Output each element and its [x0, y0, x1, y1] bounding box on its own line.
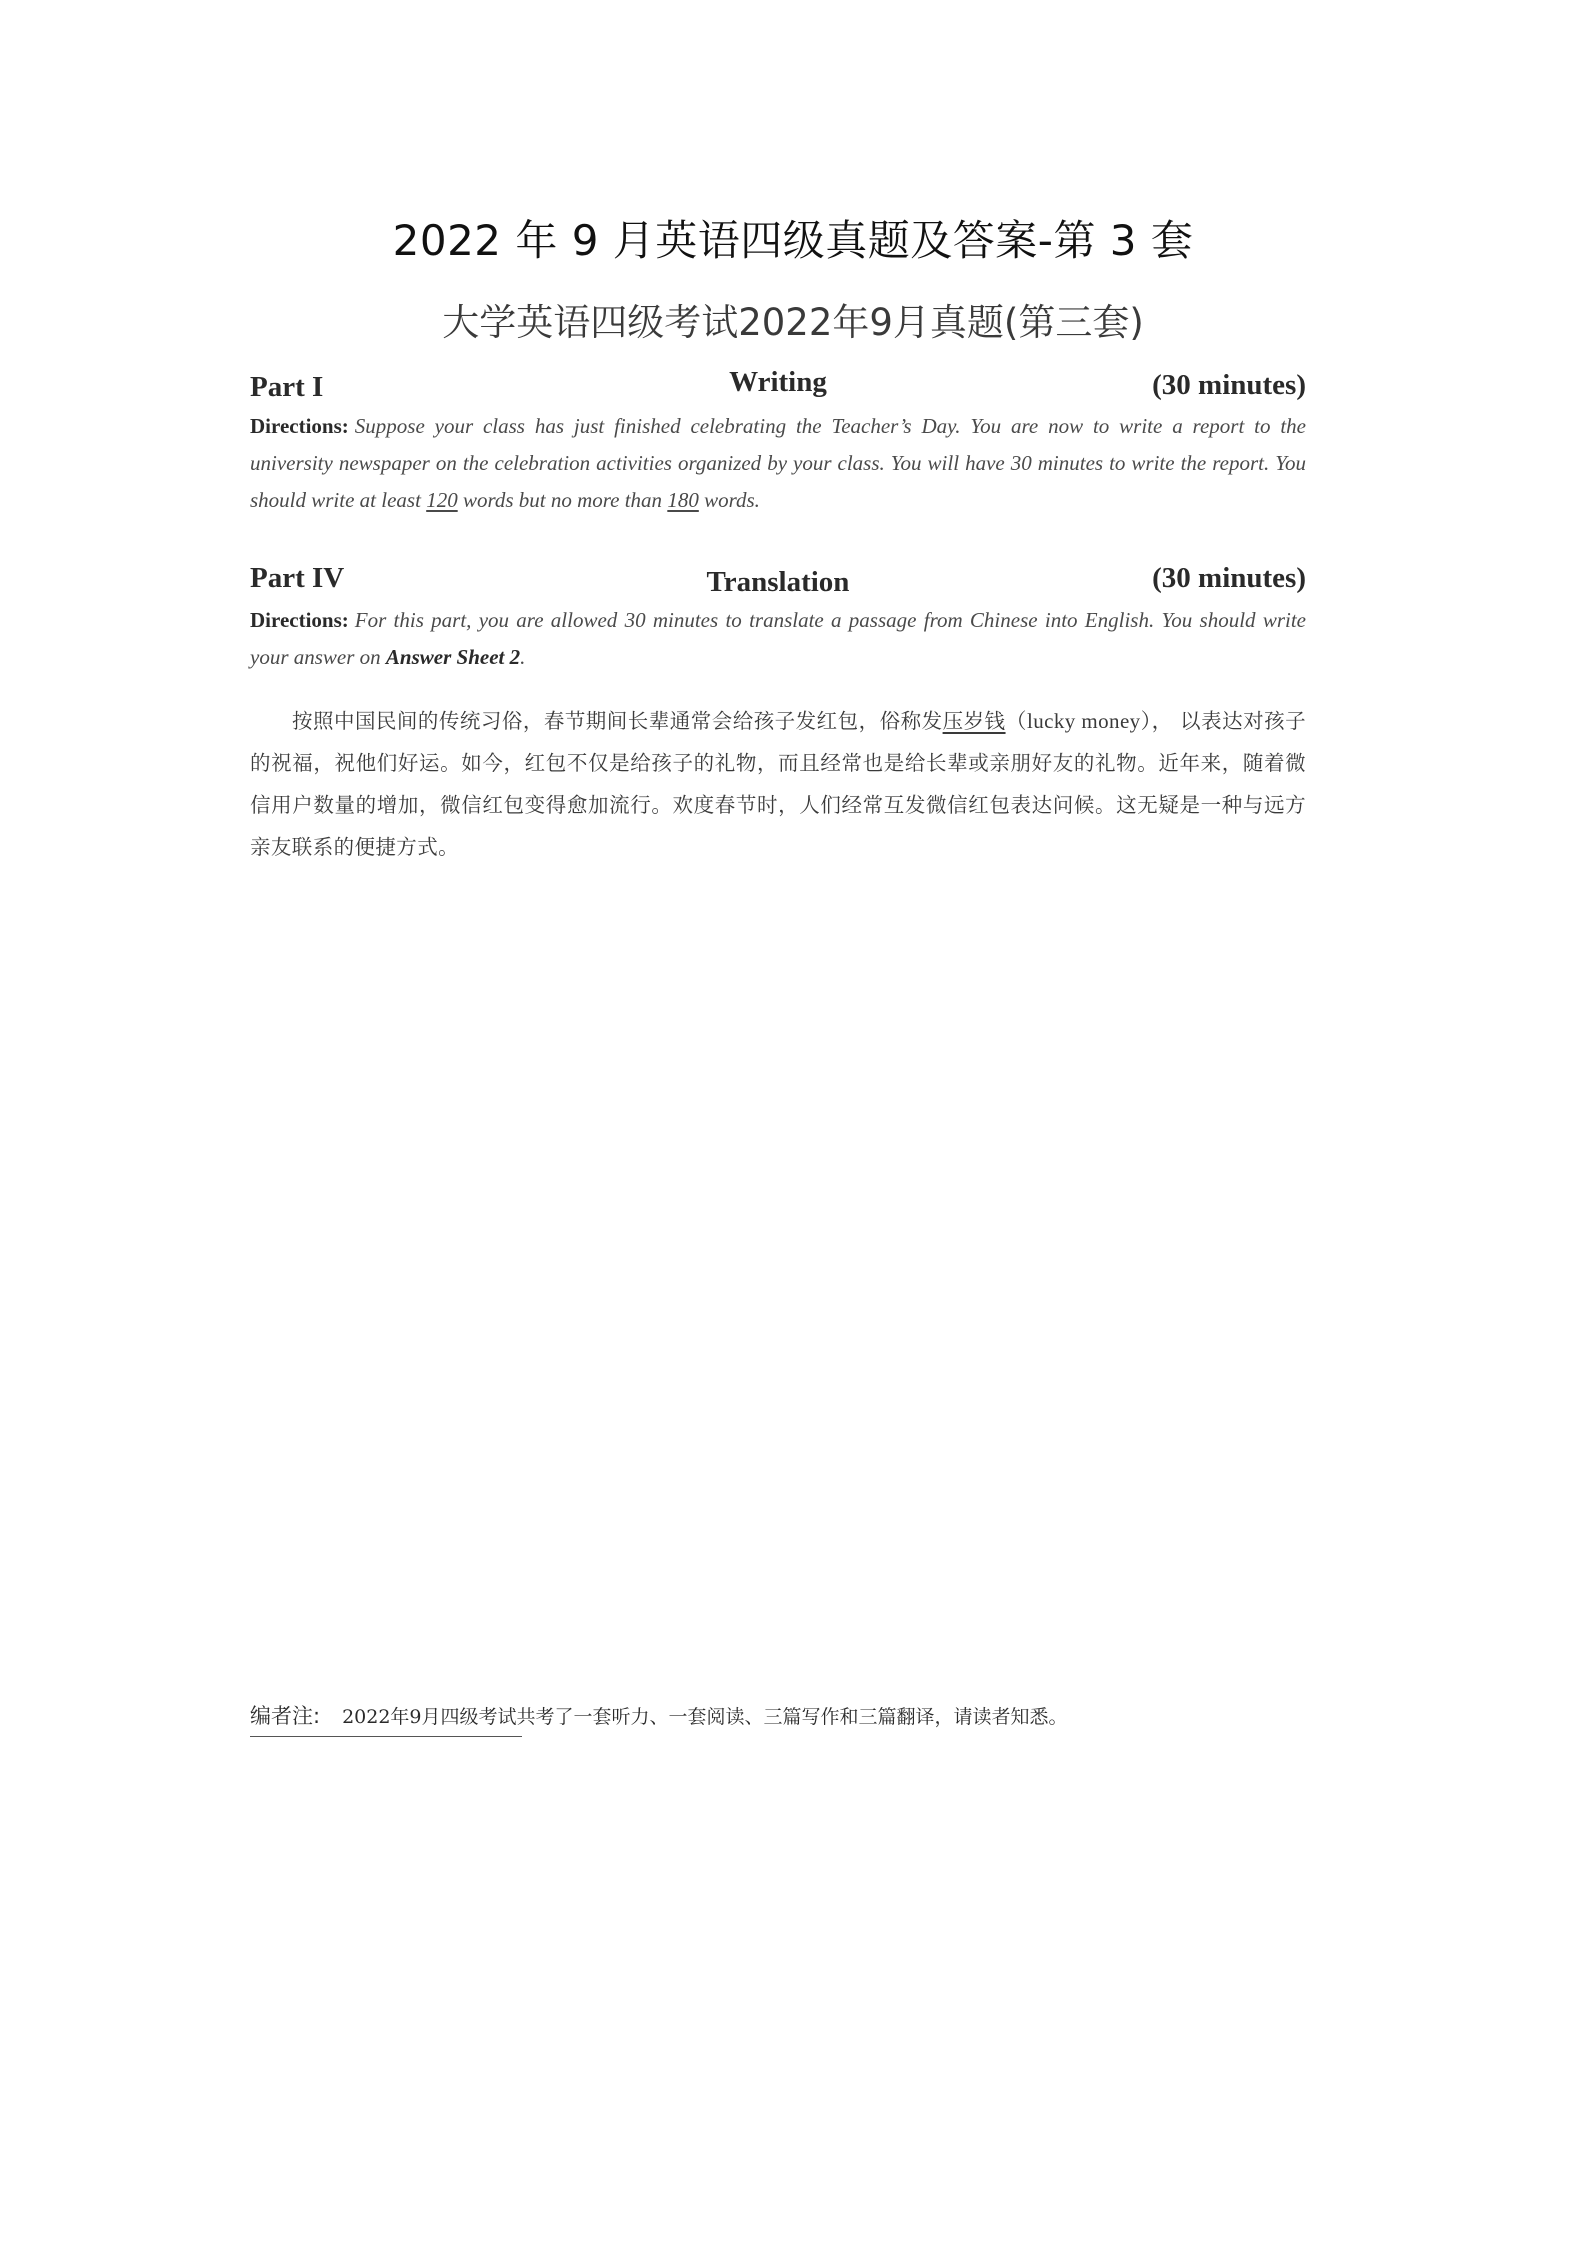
translation-directions: [250, 602, 1306, 676]
document-title: 2022 年 9 月英语四级真题及答案-第 3 套: [392, 216, 1194, 265]
part-label: Part I: [250, 371, 324, 403]
part-name: Translation: [706, 566, 850, 598]
directions-text: words but no more than: [457, 488, 668, 512]
part-writing-section: [250, 368, 1306, 519]
editor-note: [250, 1700, 1068, 1730]
editor-note-text: 2022年9月四级考试共考了一套听力、一套阅读、三篇写作和三篇翻译，请读者知悉。: [342, 1706, 1068, 1728]
directions-text: words.: [698, 488, 760, 512]
max-words: 180: [667, 488, 699, 512]
passage-latin-term: （lucky money），: [1005, 709, 1174, 733]
writing-directions: [250, 408, 1306, 519]
part-name: Writing: [729, 366, 827, 398]
passage-underlined-term: 压岁钱: [942, 709, 1006, 733]
part-translation-header: [250, 562, 1306, 602]
part-translation-section: [250, 562, 1306, 868]
part-label: Part IV: [250, 562, 345, 594]
directions-text: .: [520, 645, 526, 669]
min-words: 120: [426, 488, 458, 512]
editor-note-divider: [250, 1736, 522, 1737]
directions-label: Directions:: [250, 608, 349, 632]
passage-text: 以表达对孩子的祝福，祝他们好运。如今，红包不仅是给孩子的礼物，而且经常也是给长辈或亲朋好友的礼物。近年来，随着微信用户数量的增加，微信红包变得愈加流行。欢度春节时，人们经常互发微信红包表达问候。这无疑是一种与远方亲友联系的便捷方式。: [250, 709, 1306, 859]
answer-sheet-label: Answer Sheet 2: [385, 645, 521, 669]
directions-text: Suppose your class has just finished celebrating the Teacher’s Day. You are now to write a report to the university newspaper on the celebration activities organized by your class. You will have 30 minutes to write the report. You should write at least: [250, 414, 1306, 512]
part-writing-header: [250, 368, 1306, 408]
passage-text: 按照中国民间的传统习俗，春节期间长辈通常会给孩子发红包，俗称发: [292, 709, 943, 733]
directions-text: For this part, you are allowed 30 minutes to translate a passage from Chinese into English. You should write your answer on: [250, 608, 1306, 669]
translation-passage: [250, 700, 1306, 868]
editor-note-label: 编者注:: [250, 1704, 321, 1728]
part-time: (30 minutes): [1152, 562, 1306, 594]
part-time: (30 minutes): [1152, 369, 1306, 401]
document-subtitle: 大学英语四级考试2022年9月真题(第三套): [442, 301, 1144, 344]
directions-label: Directions:: [250, 414, 349, 438]
